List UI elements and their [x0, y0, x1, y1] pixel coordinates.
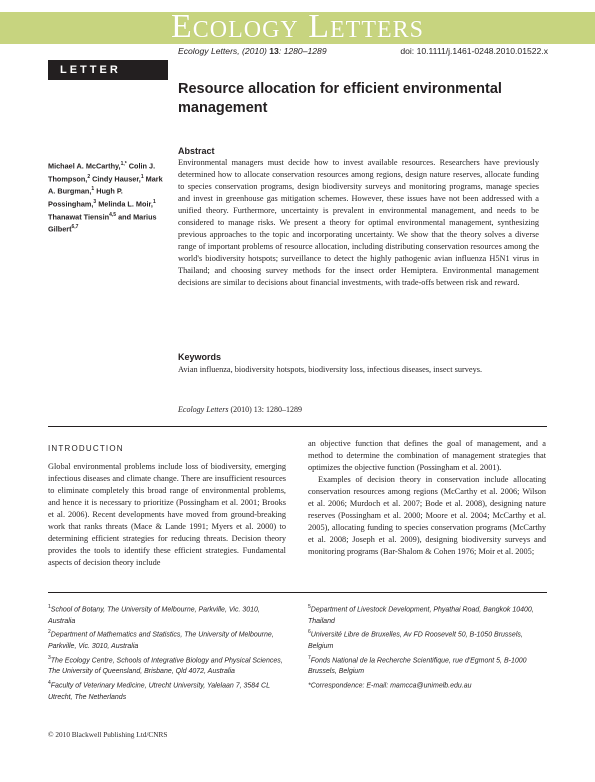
body-paragraph: Examples of decision theory in conservation include allocating conservation resources among regions (McCarthy et al. 2006; Wilson et al. 2006; Murdoch et al. 2007; Bode et al. 2008), designing nature reserves (Possingham et al. 2000; Moore et al. 2004; McCarthy et al. 2005), allocating funding to species conservation programs (McCarthy et al. 2008; Joseph et al. 2009), designing biodiversity surveys and monitoring programs (Bar-Shalom & Cohen 1976; Moir et al. 2005;	[308, 474, 546, 556]
footnote-text: Department of Livestock Development, Phyathai Road, Bangkok 10400, Thailand	[308, 606, 534, 625]
introduction-heading: INTRODUCTION	[48, 444, 124, 453]
article-type-tag: LETTER	[48, 60, 168, 80]
footnote-mark: 3	[48, 654, 51, 661]
article-title: Resource allocation for efficient environmental management	[178, 81, 502, 116]
footnote-text: Fonds National de la Recherche Scientifique, rue d'Egmont 5, B-1000 Brussels, Belgium	[308, 656, 527, 676]
footnotes-right	[308, 602, 546, 692]
author-affiliation: 1	[91, 186, 95, 193]
author: Cindy Hauser,	[90, 174, 141, 184]
author-affiliation: 1,*	[120, 161, 127, 167]
doi[interactable]: doi: 10.1111/j.1461-0248.2010.01522.x	[400, 46, 548, 56]
author-affiliation: 1	[152, 198, 156, 205]
footnote	[308, 653, 546, 678]
abstract-heading: Abstract	[178, 146, 215, 156]
footnote-text: The Ecology Centre, Schools of Integrative Biology and Physical Sciences, The University of Queensland, Brisbane, Qld 4072, Australia	[48, 656, 283, 676]
footnote-mark: 5	[308, 604, 311, 610]
footnote	[308, 678, 546, 692]
footnote-mark: 6	[308, 629, 311, 636]
footnote	[308, 602, 546, 627]
author-affiliation: 4,5	[109, 211, 117, 218]
correspondence-email[interactable]: *Correspondence: E-mail: mamcca@unimelb.edu.au	[308, 682, 472, 690]
citation-journal: Ecology Letters	[178, 46, 238, 56]
citation-pages: : 1280–1289	[278, 46, 327, 56]
author-affiliation: 3	[93, 198, 97, 205]
footnote	[48, 602, 286, 627]
body-paragraph: Global environmental problems include loss of biodiversity, emerging infectious diseases and climate change. There are insufficient resources to eliminate completely this broad range of environmental problems, and hence it is necessary to prioritize (Possingham et al. 2001; Brooks et al. 2006). Recent developments have moved from ground-breaking work that ranks threats (Mace & Lande 1991; Myers et al. 2000) to determining efficient strategies for reducing threats. Decision theory provides the tools to identify these efficient strategies. Fundamental aspects of decision theory include	[48, 462, 286, 567]
author-affiliation: 2	[87, 173, 91, 180]
article-citation-journal: Ecology Letters	[178, 405, 229, 414]
author-affiliation: 6,7	[71, 224, 79, 231]
keywords-heading: Keywords	[178, 352, 222, 362]
section-divider	[48, 426, 547, 427]
article-citation	[178, 405, 302, 414]
footnote	[48, 627, 286, 652]
footnote-mark: 7	[308, 654, 311, 661]
author: Melinda L. Moir,	[96, 199, 153, 209]
footnote-text: Université Libre de Bruxelles, Av FD Roosevelt 50, B-1050 Brussels, Belgium	[308, 631, 523, 651]
body-column-right	[308, 438, 546, 558]
body-column-left	[48, 461, 286, 569]
footnote	[48, 653, 286, 678]
citation-year: , (2010)	[237, 46, 270, 56]
footnote-mark: 2	[48, 629, 51, 636]
citation-volume: 13	[269, 46, 279, 56]
footnote-mark: 1	[48, 604, 51, 610]
author: Colin J. Thompson,	[48, 161, 156, 184]
keywords-text: Avian influenza, biodiversity hotspots, biodiversity loss, infectious diseases, insect surveys.	[178, 365, 483, 374]
article-citation-details: (2010) 13: 1280–1289	[228, 405, 302, 414]
footnotes-left	[48, 602, 286, 703]
footnote-text: School of Botany, The University of Melbourne, Parkville, Vic. 3010, Australia	[48, 606, 260, 625]
footnote-text: Faculty of Veterinary Medicine, Utrecht University, Yalelaan 7, 3584 CL Utrecht, The Netherlands	[48, 682, 270, 701]
author: Thanawat Tiensin	[48, 211, 110, 221]
author: Michael A. McCarthy,	[48, 161, 121, 171]
author: Mark A. Burgman,	[48, 174, 163, 196]
citation-line	[178, 46, 327, 56]
author: Hugh P. Possingham,	[48, 186, 123, 209]
copyright-notice: © 2010 Blackwell Publishing Ltd/CNRS	[48, 730, 168, 739]
footnote-mark: 4	[48, 679, 51, 686]
footnote-text: Department of Mathematics and Statistics, The University of Melbourne, Parkville, Vic. 3010, Australia	[48, 631, 274, 651]
author-list	[48, 159, 166, 235]
footnote	[48, 678, 286, 703]
footnote-divider	[48, 592, 547, 593]
abstract-text: Environmental managers must decide how to invest available resources. Researchers have previously determined how to allocate conservation resources among regions, design nature reserves, allocate funding to species conservation programs, design biodiversity surveys and monitoring programs, manage species and invest in greenhouse gas mitigation schemes. However, these issues have not been addressed with a unified theory. Furthermore, uncertainty is prevalent in environmental management, and needs to be considered to manage risks. We present a theory for optimal environmental management, synthesizing previous approaches to the topic and incorporating uncertainty. We show that the theory solves a diverse range of important problems of resource allocation, including distributing conservation resources among the world's biodiversity hotspots; surveillance to detect the highly pathogenic avian influenza H5N1 virus in Thailand; and choosing survey methods for the insect order Hemiptera. Environmental management decisions are similar to decisions about financial investments, with trade-offs between risk and reward.	[178, 158, 539, 287]
author-affiliation: 1	[140, 173, 144, 180]
author: and Marius Gilbert	[48, 211, 157, 234]
journal-name: Ecology Letters	[170, 8, 425, 45]
body-paragraph: an objective function that defines the goal of management, and a method to determine the combination of management strategies that optimizes the objective function (Possingham et al. 2001).	[308, 439, 546, 472]
footnote	[308, 627, 546, 652]
